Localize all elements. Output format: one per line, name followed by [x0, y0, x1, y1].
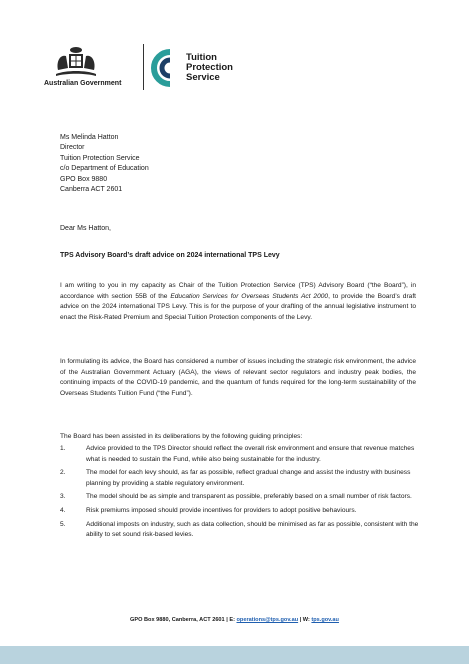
tps-logo-icon: [150, 48, 184, 88]
coat-of-arms-icon: [52, 44, 100, 78]
footer-email-label: E:: [229, 617, 237, 623]
letterhead: [44, 44, 284, 96]
tps-name-line: Service: [186, 72, 220, 83]
act-title: Education Services for Overseas Students Act 2000: [170, 292, 329, 300]
footer-separator: |: [298, 617, 303, 623]
paragraph-principles-intro: The Board has been assisted in its deliberations by the following guiding principles:: [60, 433, 303, 440]
address-line: c/o Department of Education: [60, 165, 149, 173]
address-line: Director: [60, 144, 85, 152]
intro-text-cont: , to provide the Board’s draft advice on the 2024 international TPS Levy. This is for the purpose of your drafting of the annual legislative instrument to enact the Risk-Rated Premium and Special Tuition Protection components of the Levy.: [60, 292, 416, 321]
list-text: Advice provided to the TPS Director should reflect the overall risk environment and ensure that revenue matches what is needed to sustain the Fund, while also being sustainable for the industry.: [86, 445, 415, 463]
list-number: 1.: [60, 445, 66, 452]
list-item: [60, 468, 420, 489]
letter-subject: TPS Advisory Board’s draft advice on 2024 international TPS Levy: [60, 252, 280, 259]
recipient-address: [60, 133, 149, 195]
list-number: 5.: [60, 520, 66, 528]
list-number: 2.: [60, 469, 66, 477]
paragraph-considerations: In formulating its advice, the Board has considered a number of issues including the strategic risk environment, the advice of the Australian Government Actuary (AGA), the views of relevant sector regulators and industry peak bodies, the continuing impacts of the COVID-19 pandemic, and the quantum of funds required for the long-term sustainability of the Overseas Students Tuition Fund (“the Fund”).: [60, 358, 416, 397]
list-item: [60, 444, 420, 465]
list-text: The model for each levy should, as far as possible, reflect gradual change and assist the industry with business planning by providing a stable regulatory environment.: [86, 469, 411, 487]
list-item: [60, 520, 420, 541]
footer-address: GPO Box 9880, Canberra, ACT 2601: [130, 617, 225, 623]
footer-separator: |: [224, 617, 230, 623]
footer-web-link[interactable]: tps.gov.au: [311, 617, 339, 623]
address-line: GPO Box 9880: [60, 175, 108, 183]
footer: [0, 617, 469, 623]
list-text: The model should be as simple and transparent as possible, preferably based on a small number of risk factors.: [86, 493, 412, 501]
paragraph-intro: [60, 281, 416, 323]
tps-name: [186, 53, 233, 83]
list-text: Additional imposts on industry, such as data collection, should be minimised as far as possible, consistent with the ability to set sound risk-based levies.: [86, 520, 419, 539]
address-line: Tuition Protection Service: [60, 154, 140, 162]
footer-web-label: W:: [302, 617, 312, 623]
list-number: 4.: [60, 506, 66, 514]
government-name: Australian Government: [44, 80, 122, 87]
salutation: Dear Ms Hatton,: [60, 225, 111, 232]
tps-name-line: Tuition: [186, 52, 217, 63]
principles-list: [60, 444, 420, 544]
address-line: Ms Melinda Hatton: [60, 134, 119, 141]
list-item: [60, 506, 420, 517]
list-text: Risk premiums imposed should provide incentives for providers to adopt positive behaviours.: [86, 506, 357, 514]
list-item: [60, 492, 420, 503]
list-number: 3.: [60, 493, 66, 501]
intro-text: I am writing to you in my capacity as Chair of the Tuition Protection Service (TPS) Advisory Board (“the Board”), in accordance with section 55B of the: [60, 282, 416, 300]
footer-band: [0, 646, 469, 664]
logo-divider: [143, 44, 144, 90]
tps-name-line: Protection: [186, 62, 233, 73]
address-line: Canberra ACT 2601: [60, 186, 123, 194]
footer-email-link[interactable]: operations@tps.gov.au: [236, 617, 299, 623]
